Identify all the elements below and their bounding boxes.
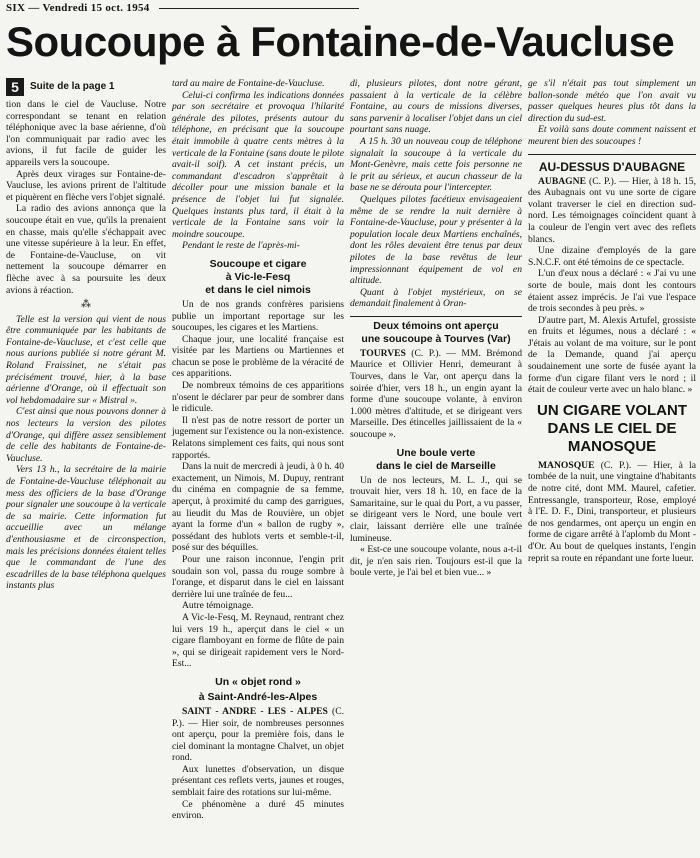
paragraph: Pendant le reste de l'après-mi- bbox=[182, 240, 300, 252]
subheading: AU-DESSUS D'AUBAGNE bbox=[538, 159, 686, 174]
paragraph: « Est-ce une soucoupe volante, nous a-t-il dit, je n'en sais rien. Toujours est-il que la boule verte, je l'ai bel et bien vue... » bbox=[350, 544, 522, 579]
subheading-line: dans le ciel de Marseille bbox=[376, 459, 496, 472]
headline: Soucoupe à Fontaine-de-Vaucluse bbox=[6, 18, 675, 65]
paragraph: Un de nos grands confrères parisiens publie un important reportage sur les soucoupes, les cigares et les Martiens. bbox=[172, 298, 344, 334]
page-number: SIX bbox=[6, 2, 26, 14]
paragraph: Un de nos lecteurs, M. L. J., qui se trouvait hier, vers 18 h. 10, en face de la Samaritaine, sur le quai du Port, a vu passer, se dirigeant vers le Nord, une boule vert clair, laissant derrière elle une traînée lumineuse. bbox=[350, 474, 522, 544]
paragraph: Aux lunettes d'observation, un disque présentant ces reflets verts, jaunes et rouges, semblait faire des rotations sur lui-même. bbox=[172, 763, 344, 799]
subheading: à Saint-André-les-Alpes bbox=[198, 690, 318, 703]
dateline: AUBAGNE bbox=[538, 175, 586, 187]
folio-rule bbox=[159, 8, 359, 9]
paragraph: tard au maire de Fontaine-de-Vaucluse. bbox=[172, 78, 325, 89]
column-4 bbox=[528, 78, 696, 564]
column-3 bbox=[350, 78, 522, 579]
paragraph-text: (C. P.). — Hier, à 18 h. 15, des Aubagnais ont vu une sorte de cigare volant traverser le ciel en direction sud-nord. Les témoignages coïncident quant à la couleur de l'engin vert avec des reflets blancs. bbox=[528, 175, 696, 245]
paragraph: tion dans le ciel de Vaucluse. Notre correspondant se tenant en relation téléphonique avec la base aérienne, d'où l'on communiquait par radio avec les avions, il fut facile de guider les appareils vers la soucoupe. bbox=[6, 99, 166, 168]
paragraph: Il n'est pas de notre ressort de porter un jugement sur l'existence ou la non-existence. Relatons simplement ces faits, qui nous sont rapportés. bbox=[172, 414, 344, 461]
column-2 bbox=[172, 78, 344, 822]
subheading-line: une soucoupe à Tourves (Var) bbox=[361, 332, 511, 345]
subheading bbox=[350, 320, 522, 346]
paragraph: A 15 h. 30 un nouveau coup de téléphone signalait la soucoupe à la verticale du Mont-Genèvre, mais cette fois personne ne le prit au sérieux, et aucun chasseur de la base ne se dérouta pour l'intercepter. bbox=[350, 135, 522, 194]
issue-date: Vendredi 15 oct. 1954 bbox=[42, 2, 150, 14]
dateline: SAINT - ANDRE - LES - ALPES bbox=[182, 705, 328, 717]
subheading bbox=[350, 447, 522, 473]
paragraph: A Vic-le-Fesq, M. Reynaud, rentrant chez lui vers 19 h., aperçut dans le ciel « un cigare flamboyant en forme de flûte de pain », qui se dirigeait rapidement vers le Nord-Est... bbox=[172, 611, 344, 670]
paragraph: Et voilà sans doute comment naissent et meurent bien des soucoupes ! bbox=[528, 124, 696, 147]
paragraph: ge s'il n'était pas tout simplement un ballon-sonde météo que l'on avait vu passer quelques heures plus tôt dans la direction du sud-est. bbox=[528, 78, 696, 124]
dateline: TOURVES bbox=[360, 347, 406, 359]
paragraph-text: (C. P.). — Hier, à la tombée de la nuit, une vingtaine d'habitants de notre cité, dont MM. Maurel, cafetier. Entressangle, transporteur, Rose, employé à l'E. D. F., Dini, transporteur, et plusieurs de nos gendarmes, ont aperçu un engin en forme de cigare arrêté à l'aplomb du Mont - d'Or. Au bout de quelques instants, l'engin reprit sa route en répandant une forte lueur. bbox=[528, 459, 696, 564]
folio: SIX — Vendredi 15 oct. 1954 bbox=[6, 2, 359, 14]
paragraph: D'autre part, M. Alexis Artufel, grossiste en fruits et légumes, nous a déclaré : « J'étais au volant de ma voiture, sur le pont de la Demande, quand j'ai aperçu soudainement une sorte de fusée ayant la forme d'un cigare filant vers le nord ; il était de couleur verte avec un halo blanc. » bbox=[528, 314, 696, 396]
paragraph: Chaque jour, une localité française est visitée par les Martiens ou Martiennes et chacun se pose le problème de la véracité de ces apparitions. bbox=[172, 333, 344, 380]
section-number: 5 bbox=[6, 78, 24, 96]
section-rule bbox=[350, 316, 522, 317]
section-rule bbox=[528, 154, 696, 155]
paragraph: Ce phénomène a duré 45 minutes environ. bbox=[172, 798, 344, 822]
paragraph: De nombreux témoins de ces apparitions n'osent le déclarer par peur de sombrer dans le ridicule. bbox=[172, 380, 344, 415]
paragraph: Quant à l'objet mystérieux, on se demandait finalement à Oran- bbox=[350, 286, 522, 310]
subheading: Un « objet rond » bbox=[215, 675, 301, 688]
paragraph: Celui-ci confirma les indications données par son secrétaire et provoqua l'hilarité générale des pilotes, présents autour du téléphone, en précisant que la soucoupe était immobile à quatre cents mètres à la verticale de la Fontaine (sans doute le pilote avait-il soif). A cet instant précis, un commandant d'escadron s'apprêtait à décoller pour une mission banale et la présence de l'objet lui fut signalée. Quelques instants plus tard, il était à la verticale de la Fontaine sans voir la moindre soucoupe. bbox=[172, 89, 344, 240]
subheading-line: Soucoupe et cigare bbox=[209, 257, 307, 270]
paragraph-text: (C. P.). — MM. Brémond Maurice et Ollivier Henri, demeurant à Tourves, dans le Var, ont aperçu dans la soirée d'hier, vers 18 h., un engin ayant la forme d'une soucoupe volante, à environ 1.000 mètres d'altitude, et se dirigeant vers Marseille. Des étincelles jaillissaient de la « soucoupe ». bbox=[350, 347, 522, 441]
paragraph: Dans la nuit de mercredi à jeudi, à 0 h. 40 exactement, un Nimois, M. Dupuy, rentrant du cinéma en compagnie de sa femme, aperçut, à proximité du camp des garrigues, au lieudit du Mas de Rouvière, un objet ayant la forme d'un « ballon de rugby », possédant des hublots verts et semble-t-il, posé sur des béquilles. bbox=[172, 461, 344, 554]
subheading bbox=[172, 258, 344, 297]
paragraph: La radio des avions annonça que la soucoupe était en vue, qu'ils la prenaient en chasse, mais qu'elle s'échappait avec une vitesse supérieure à la leur. En effet, de Fontaine-de-Vaucluse, on vit nettement la soucoupe démarrer en flèche avec à sa poursuite les deux avions à réaction. bbox=[6, 203, 166, 296]
paragraph: L'un d'eux nous a déclaré : « J'ai vu une sorte de boule, mais dont les contours étaient assez imprécis. Je l'ai vue l'espace de trois secondes à peu près. » bbox=[528, 268, 696, 315]
column-1 bbox=[6, 78, 166, 592]
dateline: MANOSQUE bbox=[538, 459, 595, 471]
subheading-line: Une boule verte bbox=[396, 446, 476, 459]
paragraph: di, plusieurs pilotes, dont notre gérant, passaient à la verticale de la célèbre Fontaine, au cours de missions diverses, sans parvenir à localiser l'objet dans un ciel pourtant sans nuage. bbox=[350, 78, 522, 136]
subheading-line: Deux témoins ont aperçu bbox=[373, 319, 499, 332]
paragraph: Telle est la version qui vient de nous être communiquée par les habitants de Fontaine-de-Vaucluse, et c'est celle que nous aurions publiée si notre gérant M. Roland Fraissinet, ne s'était pas précisément trouvé, hier, à la base aérienne d'Orange, où il effectuait son vol hebdomadaire sur « Mistral ». bbox=[6, 313, 166, 406]
paragraph-text: (C. P.). — Hier soir, de nombreuses personnes ont aperçu, pour la première fois, dans le ciel dominant la montagne Chalvet, un objet rond. bbox=[172, 705, 344, 764]
subheading-line: et dans le ciel nimois bbox=[205, 283, 311, 296]
paragraph: Pour une raison inconnue, l'engin prit soudain son vol, passa du rouge sombre à l'orange, et disparut dans le ciel en laissant derrière lui une traînée de feu... bbox=[172, 553, 344, 600]
paragraph: Quelques pilotes facétieux envisageaient même de se rendre la nuit dernière à Fontaine-de-Vaucluse, pour y présenter à la population locale deux Martiens enchaînés, dont les rôles devaient être tenus par deux pilotes de la base revêtus de leur impressionnant équipement de vol en altitude. bbox=[350, 193, 522, 287]
subheading-line: à Vic-le-Fesq bbox=[225, 270, 291, 283]
paragraph: Vers 13 h., la secrétaire de la mairie de Fontaine-de-Vaucluse téléphonait au mess des officiers de la base d'Orange pour signaler une soucoupe à la verticale de sa mairie. Cette information fut accueillie avec un mélange d'enthousiasme et de circonspection, mais les précisions données étaient telles que le commandant de l'une des escadrilles de la base téléphona quelques instants plus bbox=[6, 464, 166, 592]
paragraph: Après deux virages sur Fontaine-de-Vaucluse, les avions prirent de l'altitude et piquèrent en flèche vers l'objet signalé. bbox=[6, 168, 166, 203]
continued-from-label: Suite de la page 1 bbox=[30, 81, 115, 93]
asterism-divider: ⁂ bbox=[81, 299, 91, 311]
paragraph: Autre témoignage. bbox=[182, 600, 254, 612]
continuation-marker bbox=[6, 78, 166, 96]
paragraph: C'est ainsi que nous pouvons donner à nos lecteurs la version des pilotes d'Orange, qui diffère assez sensiblement de celle des habitants de Fontaine-de-Vaucluse. bbox=[6, 406, 166, 464]
subheading: UN CIGARE VOLANT DANS LE CIEL DE MANOSQUE bbox=[537, 401, 687, 455]
paragraph: Une dizaine d'employés de la gare S.N.C.F. ont été témoins de ce spectacle. bbox=[528, 245, 696, 268]
